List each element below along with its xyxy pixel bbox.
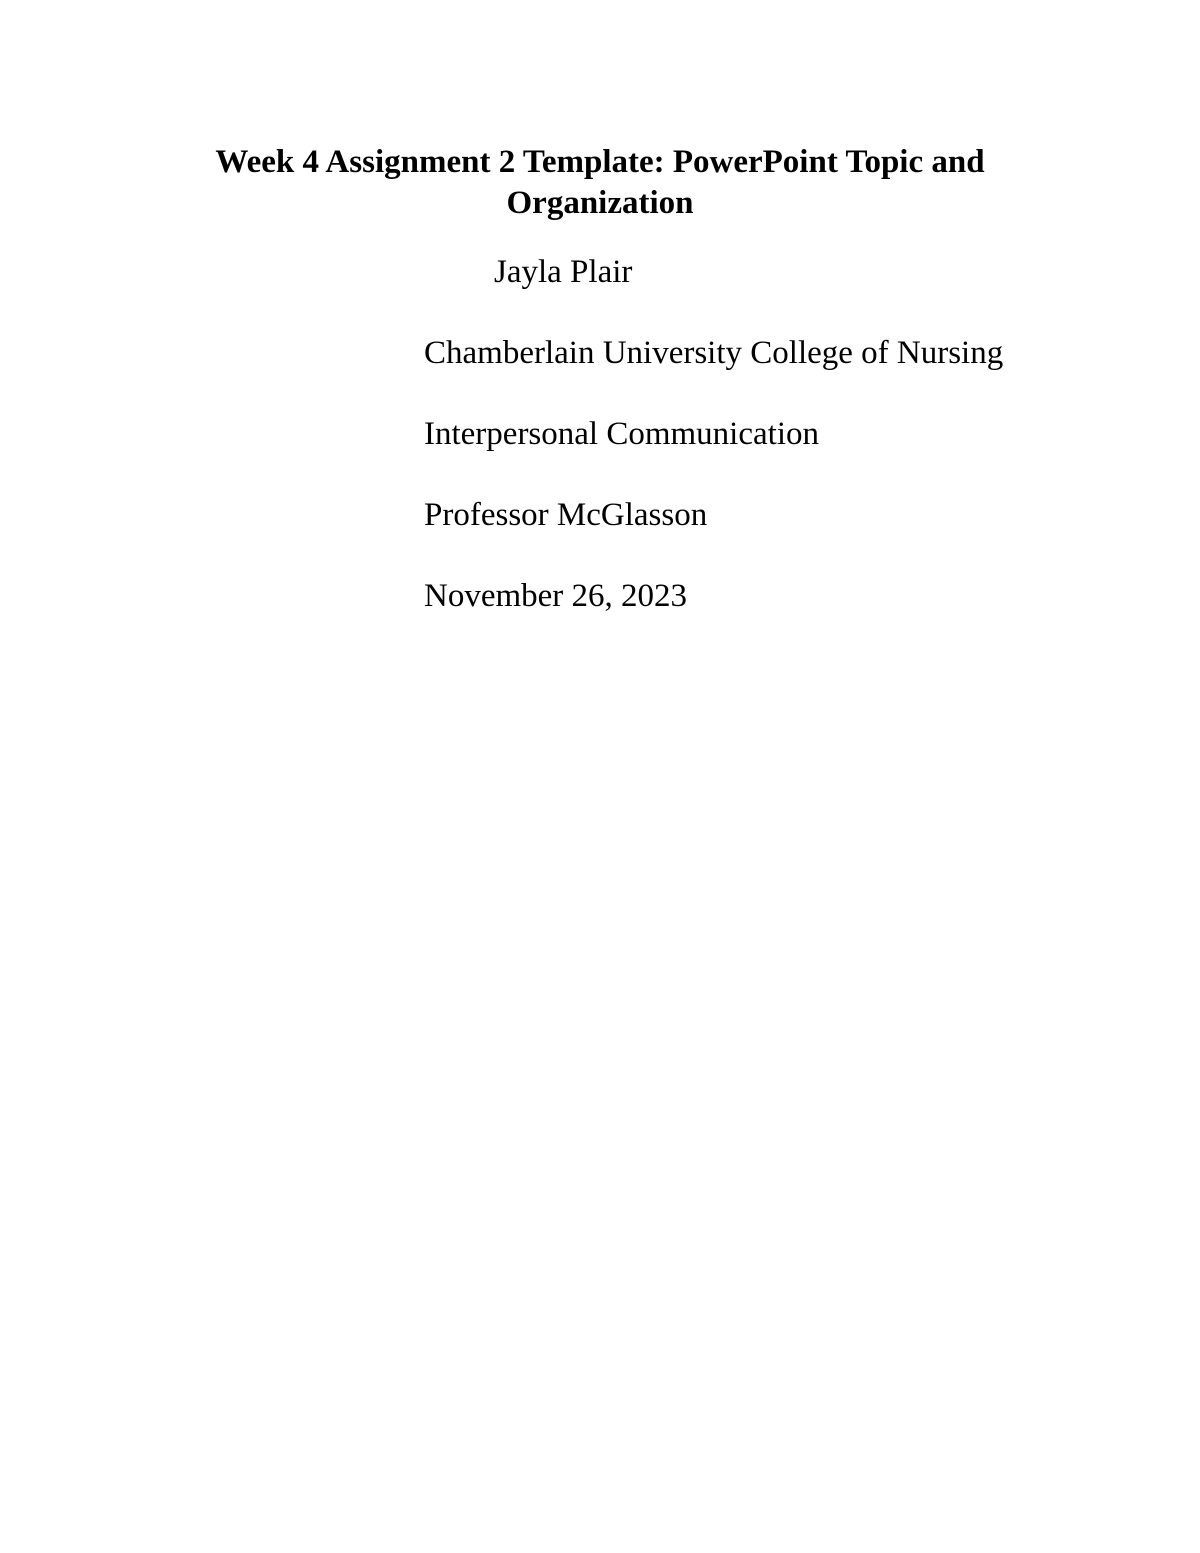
course-name: Interpersonal Communication — [424, 416, 819, 452]
title-line-2: Organization — [506, 185, 694, 221]
submission-date: November 26, 2023 — [424, 578, 688, 614]
instructor-name: Professor McGlasson — [424, 497, 708, 533]
institution-name: Chamberlain University College of Nursing — [424, 335, 1004, 371]
author-name: Jayla Plair — [494, 254, 633, 290]
document-title — [0, 142, 1200, 224]
title-line-1: Week 4 Assignment 2 Template: PowerPoint Topic and — [215, 144, 985, 180]
